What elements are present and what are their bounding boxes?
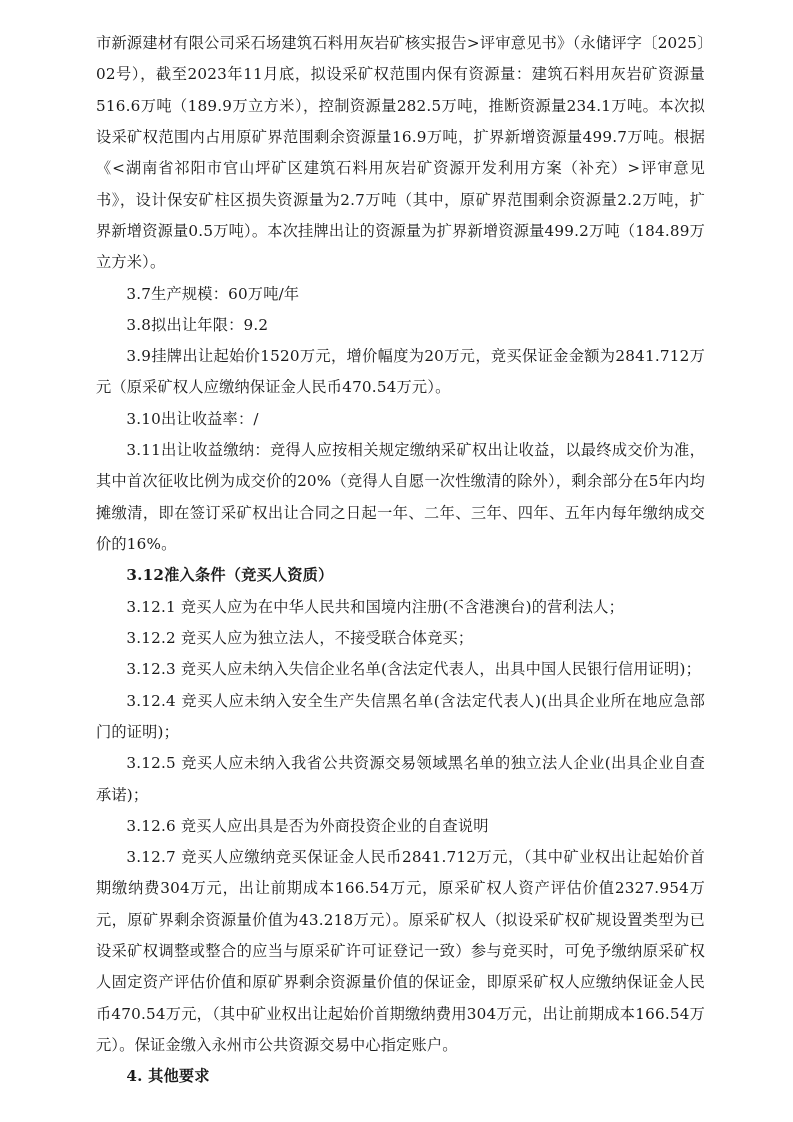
paragraph-3-9-starting-price: 3.9挂牌出让起始价1520万元，增价幅度为20万元，竞买保证金金额为2841.712万元（原采矿权人应缴纳保证金人民币470.54万元）。 [96, 347, 705, 397]
paragraph-3-12-4: 3.12.4 竞买人应未纳入安全生产失信黑名单(含法定代表人)(出具企业所在地应急部门的证明)； [96, 691, 705, 741]
paragraph-3-10-yield-rate: 3.10出让收益率：/ [126, 409, 259, 428]
heading-3-12-qualifications: 3.12准入条件（竞买人资质） [126, 566, 334, 585]
heading-4-other-requirements: 4. 其他要求 [126, 1067, 210, 1086]
paragraph-3-7-production-scale: 3.7生产规模：60万吨/年 [126, 284, 300, 303]
paragraph-3-12-3: 3.12.3 竞买人应未纳入失信企业名单(含法定代表人，出具中国人民银行信用证明)； [126, 660, 701, 679]
paragraph-3-12-7: 3.12.7 竞买人应缴纳竞买保证金人民币2841.712万元，（其中矿业权出让起始价首期缴纳费304万元，出让前期成本166.54万元，原采矿权人资产评估价值2327.954万元，原矿界剩余资源量价值为43.218万元）。原采矿权人（拟设采矿权矿规设置类型为已设采矿权调整或整合的应当与原采矿许可证登记一致）参与竞买时，可免予缴纳原采矿权人固定资产评估价值和原矿界剩余资源量价值的保证金，即原采矿权人应缴纳保证金人民币470.54万元，（其中矿业权出让起始价首期缴纳费用304万元，出让前期成本166.54万元）。保证金缴入永州市公共资源交易中心指定账户。 [96, 848, 705, 1054]
paragraph-3-11-payment: 3.11出让收益缴纳：竞得人应按相关规定缴纳采矿权出让收益，以最终成交价为准，其中首次征收比例为成交价的20%（竞得人自愿一次性缴清的除外），剩余部分在5年内均摊缴清，即在签订采矿权出让合同之日起一年、二年、三年、四年、五年内每年缴纳成交价的16%。 [96, 441, 705, 553]
paragraph-3-12-6: 3.12.6 竞买人应出具是否为外商投资企业的自查说明 [126, 816, 489, 835]
paragraph-3-8-term: 3.8拟出让年限：9.2 [126, 315, 269, 334]
document-body [96, 28, 705, 1093]
paragraph-3-12-1: 3.12.1 竞买人应为在中华人民共和国境内注册(不含港澳台)的营利法人； [126, 597, 625, 616]
paragraph-resource-reserves: 市新源建材有限公司采石场建筑石料用灰岩矿核实报告>评审意见书》（永储评字〔2025〕02号），截至2023年11月底，拟设采矿权范围内保有资源量：建筑石料用灰岩矿资源量516.6万吨（189.9万立方米），控制资源量282.5万吨，推断资源量234.1万吨。本次拟设采矿权范围内占用原矿界范围剩余资源量16.9万吨，扩界新增资源量499.7万吨。根据《<湖南省祁阳市官山坪矿区建筑石料用灰岩矿资源开发利用方案（补充）>评审意见书》，设计保安矿柱区损失资源量为2.7万吨（其中，原矿界范围剩余资源量2.2万吨，扩界新增资源量0.5万吨）。本次挂牌出让的资源量为扩界新增资源量499.2万吨（184.89万立方米）。 [96, 34, 705, 272]
paragraph-3-12-5: 3.12.5 竞买人应未纳入我省公共资源交易领域黑名单的独立法人企业(出具企业自查承诺)； [96, 754, 705, 804]
paragraph-3-12-2: 3.12.2 竞买人应为独立法人，不接受联合体竞买； [126, 628, 474, 647]
